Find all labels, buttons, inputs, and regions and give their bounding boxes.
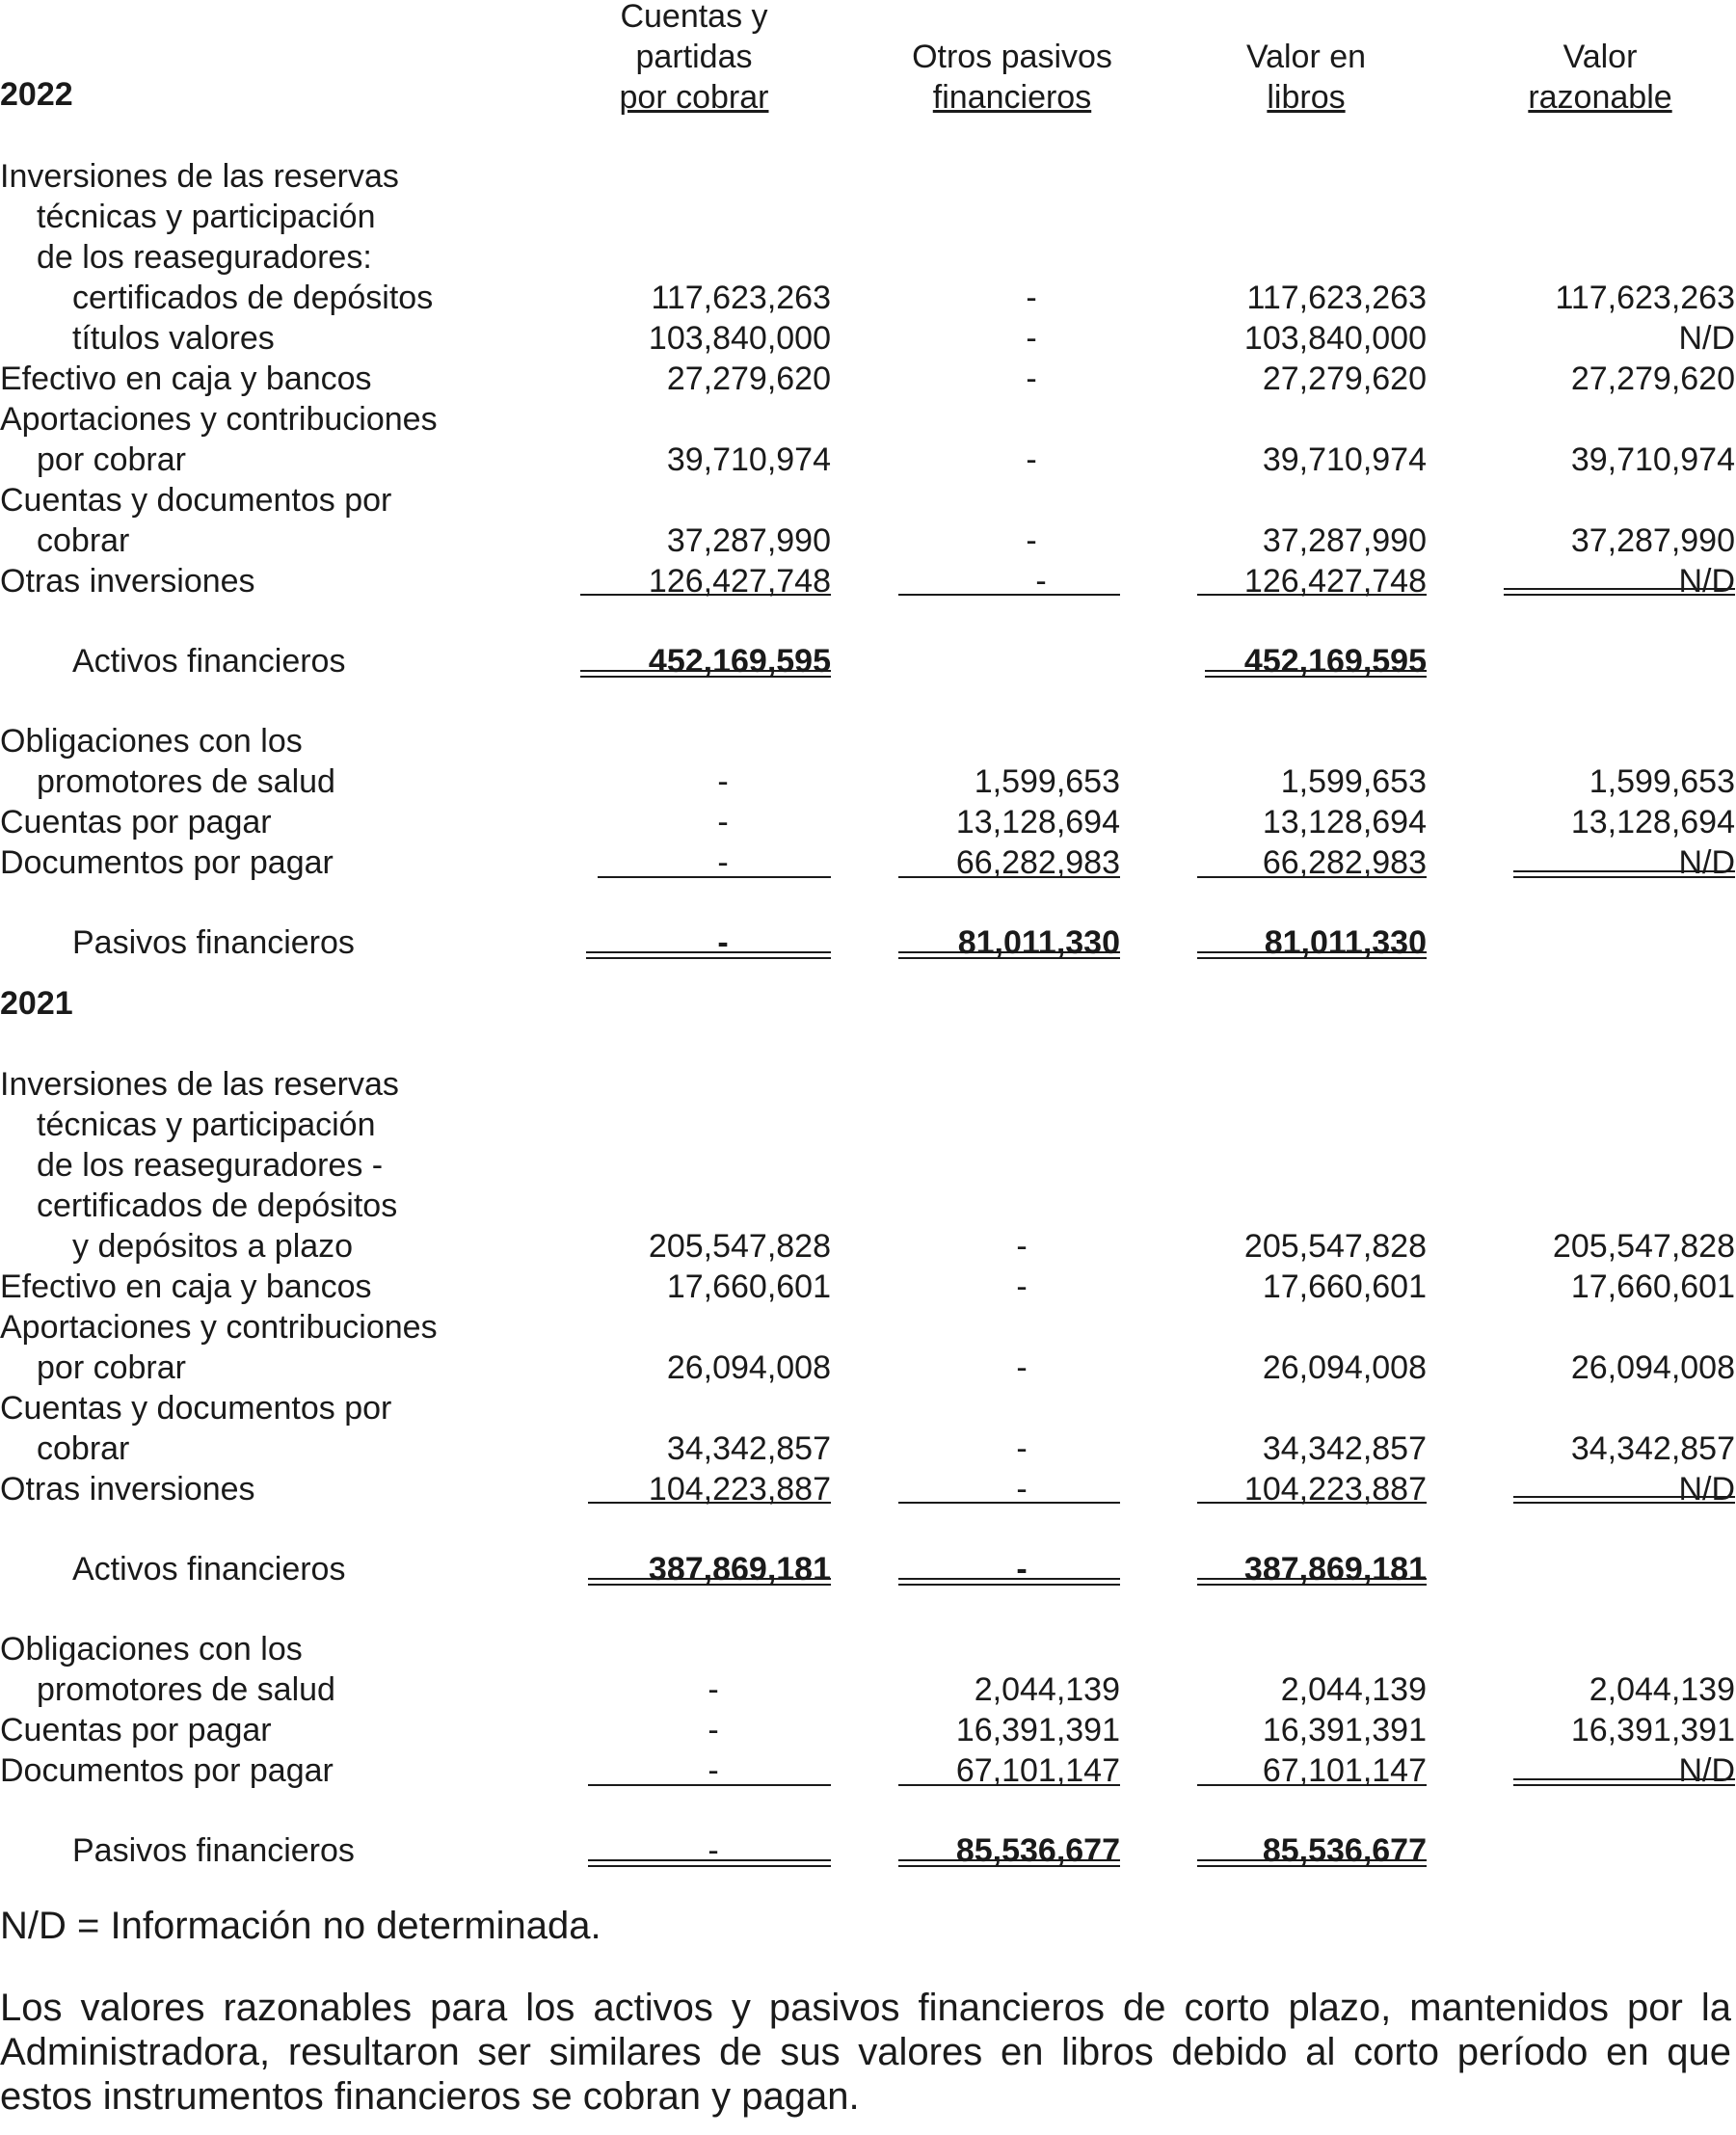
double-rule: [1513, 1778, 1735, 1786]
cell-receivables: 27,279,620: [666, 360, 831, 397]
double-rule: [588, 1578, 831, 1586]
header-line: razonable: [1528, 79, 1672, 116]
cell-fair-value: 26,094,008: [1570, 1349, 1735, 1386]
total-book-value: 81,011,330: [1264, 924, 1427, 961]
year-heading-2022: 2022: [0, 76, 73, 113]
double-rule: [1504, 588, 1735, 596]
cell-receivables: -: [708, 1752, 719, 1789]
cell-other-liabilities: -: [1016, 1228, 1028, 1265]
row-label: Pasivos financieros: [72, 924, 355, 961]
cell-book-value: 39,710,974: [1262, 441, 1427, 478]
cell-receivables: 117,623,263: [651, 280, 831, 316]
cell-book-value: 26,094,008: [1262, 1349, 1427, 1386]
row-label: Cuentas y documentos por: [0, 1390, 392, 1427]
cell-other-liabilities: -: [1026, 441, 1037, 478]
header-line: financieros: [932, 79, 1092, 116]
double-rule: [1513, 1496, 1735, 1504]
row-label: certificados de depósitos: [72, 280, 434, 316]
cell-receivables: 205,547,828: [648, 1228, 831, 1265]
cell-fair-value: 1,599,653: [1589, 763, 1735, 800]
row-label: Cuentas por pagar: [0, 1712, 272, 1748]
total-other-liabilities: 85,536,677: [955, 1832, 1120, 1869]
cell-other-liabilities: -: [1026, 522, 1037, 559]
row-label: cobrar: [37, 1430, 130, 1467]
cell-fair-value: N/D: [1678, 1471, 1735, 1508]
cell-book-value: 16,391,391: [1262, 1712, 1427, 1748]
year-heading-2021: 2021: [0, 985, 73, 1022]
double-rule: [1197, 951, 1427, 959]
subtotal-rule: [1197, 594, 1427, 596]
cell-fair-value: 117,623,263: [1555, 280, 1735, 316]
header-line: libros: [1267, 79, 1346, 116]
cell-receivables: 17,660,601: [666, 1268, 831, 1305]
cell-book-value: 67,101,147: [1262, 1752, 1427, 1789]
cell-book-value: 66,282,983: [1262, 844, 1427, 881]
cell-other-liabilities: -: [1016, 1349, 1028, 1386]
cell-receivables: 34,342,857: [666, 1430, 831, 1467]
total-book-value: 387,869,181: [1243, 1551, 1427, 1588]
total-receivables: -: [708, 1832, 719, 1869]
cell-book-value: 17,660,601: [1262, 1268, 1427, 1305]
cell-other-liabilities: 67,101,147: [955, 1752, 1120, 1789]
cell-book-value: 13,128,694: [1262, 804, 1427, 841]
subtotal-rule: [1197, 1502, 1427, 1504]
cell-book-value: 27,279,620: [1262, 360, 1427, 397]
cell-fair-value: N/D: [1678, 844, 1735, 881]
cell-other-liabilities: 66,282,983: [955, 844, 1120, 881]
header-line: Valor en: [1245, 39, 1367, 75]
header-line: por cobrar: [619, 79, 769, 116]
cell-other-liabilities: 13,128,694: [955, 804, 1120, 841]
header-line: partidas: [635, 39, 753, 75]
cell-book-value: 117,623,263: [1246, 280, 1427, 316]
cell-receivables: -: [717, 763, 729, 800]
double-rule: [1197, 1859, 1427, 1867]
total-receivables: 452,169,595: [648, 643, 831, 680]
cell-fair-value: 16,391,391: [1570, 1712, 1735, 1748]
subtotal-rule: [898, 1784, 1120, 1786]
cell-fair-value: 13,128,694: [1570, 804, 1735, 841]
cell-other-liabilities: -: [1016, 1430, 1028, 1467]
row-label: técnicas y participación: [37, 1107, 376, 1143]
subtotal-rule: [898, 594, 1120, 596]
cell-book-value: 104,223,887: [1243, 1471, 1427, 1508]
row-label: por cobrar: [37, 1349, 186, 1386]
cell-receivables: -: [717, 804, 729, 841]
double-rule: [580, 670, 831, 678]
cell-fair-value: N/D: [1678, 1752, 1735, 1789]
double-rule: [1205, 670, 1427, 678]
cell-receivables: -: [708, 1671, 719, 1708]
row-label: técnicas y participación: [37, 199, 376, 235]
row-label: Efectivo en caja y bancos: [0, 1268, 372, 1305]
cell-other-liabilities: -: [1016, 1471, 1028, 1508]
total-other-liabilities: -: [1016, 1551, 1028, 1588]
double-rule: [1197, 1578, 1427, 1586]
cell-other-liabilities: -: [1026, 320, 1037, 357]
subtotal-rule: [1197, 1784, 1427, 1786]
cell-receivables: 104,223,887: [648, 1471, 831, 1508]
cell-other-liabilities: 1,599,653: [974, 763, 1120, 800]
cell-receivables: -: [708, 1712, 719, 1748]
cell-other-liabilities: -: [1026, 280, 1037, 316]
footnote: N/D = Información no determinada.: [0, 1905, 601, 1947]
cell-book-value: 126,427,748: [1243, 563, 1427, 600]
cell-fair-value: 17,660,601: [1570, 1268, 1735, 1305]
cell-other-liabilities: 2,044,139: [974, 1671, 1120, 1708]
row-label: de los reaseguradores -: [37, 1147, 384, 1184]
cell-other-liabilities: 16,391,391: [955, 1712, 1120, 1748]
subtotal-rule: [598, 876, 831, 878]
cell-fair-value: 205,547,828: [1552, 1228, 1735, 1265]
cell-other-liabilities: -: [1026, 360, 1037, 397]
row-label: por cobrar: [37, 441, 186, 478]
cell-fair-value: N/D: [1678, 563, 1735, 600]
row-label: Otras inversiones: [0, 1471, 255, 1508]
cell-receivables: -: [717, 844, 729, 881]
cell-book-value: 34,342,857: [1262, 1430, 1427, 1467]
row-label: promotores de salud: [37, 763, 335, 800]
cell-other-liabilities: -: [1016, 1268, 1028, 1305]
cell-receivables: 126,427,748: [648, 563, 831, 600]
explanatory-paragraph: Los valores razonables para los activos y pasivos financieros de corto plazo, mantenidos por la Administradora, resultaron ser similares de sus valores en libros debido al corto período en que estos instrumentos financieros se cobran y pagan.: [0, 1987, 1731, 2118]
row-label: promotores de salud: [37, 1671, 335, 1708]
row-label: Otras inversiones: [0, 563, 255, 600]
row-label: y depósitos a plazo: [72, 1228, 354, 1265]
cell-fair-value: 27,279,620: [1570, 360, 1735, 397]
cell-fair-value: 39,710,974: [1570, 441, 1735, 478]
double-rule: [898, 1578, 1120, 1586]
double-rule: [1513, 870, 1735, 878]
row-label: Inversiones de las reservas: [0, 158, 399, 195]
cell-fair-value: N/D: [1678, 320, 1735, 357]
header-line: Valor: [1562, 39, 1638, 75]
row-label: Obligaciones con los: [0, 723, 303, 760]
row-label: Cuentas por pagar: [0, 804, 272, 841]
cell-receivables: 39,710,974: [666, 441, 831, 478]
row-label: Inversiones de las reservas: [0, 1066, 399, 1103]
double-rule: [586, 951, 831, 959]
row-label: cobrar: [37, 522, 130, 559]
row-label: Documentos por pagar: [0, 1752, 334, 1789]
cell-fair-value: 34,342,857: [1570, 1430, 1735, 1467]
total-receivables: -: [717, 924, 729, 961]
subtotal-rule: [580, 594, 831, 596]
cell-receivables: 37,287,990: [666, 522, 831, 559]
cell-fair-value: 2,044,139: [1589, 1671, 1735, 1708]
row-label: Efectivo en caja y bancos: [0, 360, 372, 397]
total-other-liabilities: 81,011,330: [957, 924, 1120, 961]
cell-book-value: 1,599,653: [1280, 763, 1427, 800]
subtotal-rule: [588, 1502, 831, 1504]
subtotal-rule: [1197, 876, 1427, 878]
total-book-value: 85,536,677: [1262, 1832, 1427, 1869]
cell-book-value: 2,044,139: [1280, 1671, 1427, 1708]
cell-book-value: 103,840,000: [1243, 320, 1427, 357]
header-line: Otros pasivos: [912, 39, 1112, 75]
subtotal-rule: [898, 876, 1120, 878]
row-label: Pasivos financieros: [72, 1832, 355, 1869]
row-label: títulos valores: [72, 320, 275, 357]
subtotal-rule: [588, 1784, 831, 1786]
double-rule: [898, 951, 1120, 959]
total-receivables: 387,869,181: [648, 1551, 831, 1588]
cell-other-liabilities: -: [1035, 563, 1047, 600]
cell-receivables: 103,840,000: [648, 320, 831, 357]
row-label: Activos financieros: [72, 1551, 346, 1588]
row-label: Cuentas y documentos por: [0, 482, 392, 519]
row-label: Aportaciones y contribuciones: [0, 1309, 438, 1346]
row-label: de los reaseguradores:: [37, 239, 372, 276]
subtotal-rule: [898, 1502, 1120, 1504]
cell-receivables: 26,094,008: [666, 1349, 831, 1386]
row-label: Documentos por pagar: [0, 844, 334, 881]
row-label: Aportaciones y contribuciones: [0, 401, 438, 438]
double-rule: [898, 1859, 1120, 1867]
row-label: Activos financieros: [72, 643, 346, 680]
cell-fair-value: 37,287,990: [1570, 522, 1735, 559]
total-book-value: 452,169,595: [1243, 643, 1427, 680]
row-label: certificados de depósitos: [37, 1188, 398, 1224]
header-line: Cuentas y: [620, 0, 768, 35]
cell-book-value: 37,287,990: [1262, 522, 1427, 559]
row-label: Obligaciones con los: [0, 1631, 303, 1668]
double-rule: [588, 1859, 831, 1867]
cell-book-value: 205,547,828: [1243, 1228, 1427, 1265]
